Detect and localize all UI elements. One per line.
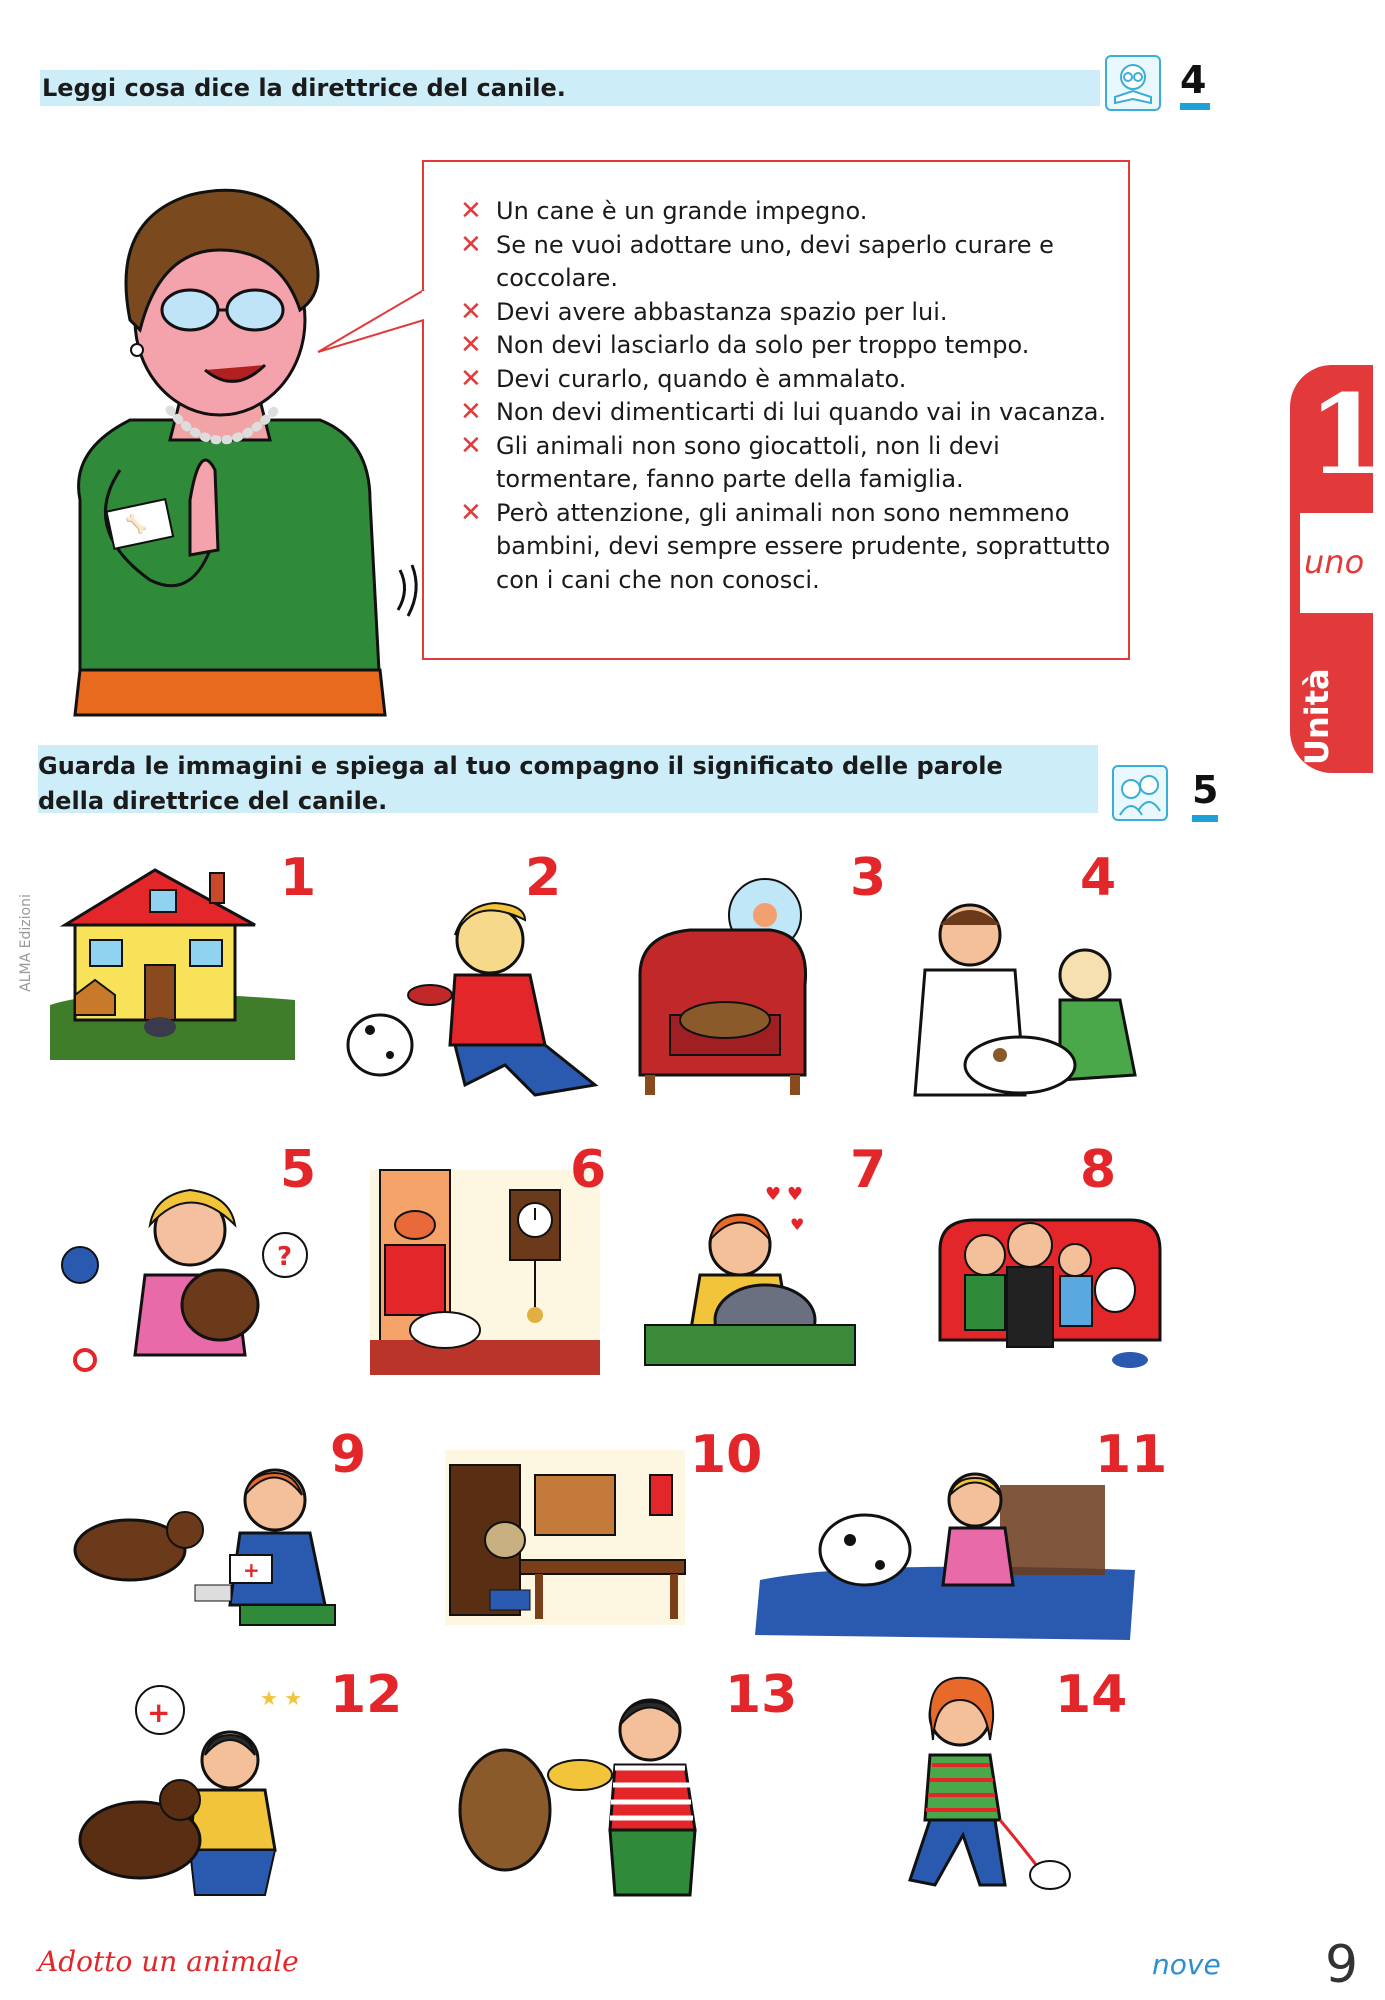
cross-mark-icon: ✕ <box>460 229 482 260</box>
publisher-credit: ALMA Edizioni <box>18 894 34 992</box>
svg-text:?: ? <box>277 1242 293 1272</box>
picture-9-boy-medicine-dog <box>40 1455 345 1625</box>
director-rules-list <box>460 195 1120 597</box>
picture-6-number: 6 <box>570 1140 607 1200</box>
picture-8-family-sofa-dog <box>935 1210 1165 1375</box>
picture-9-number: 9 <box>330 1425 367 1485</box>
picture-14-number: 14 <box>1055 1665 1128 1725</box>
svg-text:+: + <box>147 1696 171 1729</box>
picture-6-dog-alone-clock <box>370 1170 600 1375</box>
picture-3-dog-alone-armchair <box>630 875 815 1110</box>
unit-word: uno <box>1304 543 1365 581</box>
rule-text: Però attenzione, gli animali non sono nemmeno bambini, devi sempre essere prudente, soprattutto con i cani che non conosci. <box>496 498 1111 594</box>
exercise-5-number-underline <box>1192 815 1218 822</box>
pair-talk-icon <box>1112 765 1168 821</box>
exercise-4-number-underline <box>1180 103 1210 110</box>
unit-label: Unità <box>1298 668 1336 765</box>
cross-mark-icon: ✕ <box>460 497 482 528</box>
picture-10-number: 10 <box>690 1425 763 1485</box>
rule-text: Un cane è un grande impegno. <box>496 197 868 225</box>
picture-11-boy-playing-dog-garden <box>755 1470 1135 1640</box>
svg-text:★ ★: ★ ★ <box>260 1686 303 1710</box>
exercise-5-number: 5 <box>1192 768 1219 812</box>
rule-text: Devi curarlo, quando è ammalato. <box>496 364 907 393</box>
unit-number: 1 <box>1308 370 1385 499</box>
footer-unit-title: Adotto un animale <box>38 1945 299 1978</box>
picture-12-dog-biting-boy <box>65 1680 310 1895</box>
cross-mark-icon: ✕ <box>460 196 482 226</box>
exercise-4-number: 4 <box>1180 58 1207 102</box>
footer-page-word: nove <box>1152 1948 1221 1981</box>
unit-tab <box>1290 365 1385 773</box>
rule-text: Se ne vuoi adottare uno, devi saperlo curare e coccolare. <box>496 230 1054 292</box>
exercise-4-title: Leggi cosa dice la direttrice del canile. <box>42 74 566 102</box>
picture-4-number: 4 <box>1080 848 1117 908</box>
rule-text: Devi avere abbastanza spazio per lui. <box>496 297 948 326</box>
rule-item <box>460 229 1120 296</box>
picture-14-girl-walking-dog <box>875 1670 1075 1900</box>
picture-7-boy-hugging-dog-hearts <box>630 1170 870 1370</box>
speech-bubble-tail <box>318 250 428 360</box>
exercise-5-title-line1: Guarda le immagini e spiega al tuo compagno il significato delle parole <box>38 752 1003 780</box>
svg-text:♥: ♥ <box>790 1215 805 1234</box>
svg-text:♥ ♥: ♥ ♥ <box>765 1184 803 1205</box>
rule-item <box>460 396 1120 430</box>
reading-child-icon <box>1105 55 1161 111</box>
picture-13-number: 13 <box>725 1665 798 1725</box>
picture-1-house-garden-dog <box>50 865 295 1060</box>
picture-5-number: 5 <box>280 1140 317 1200</box>
svg-text:🦴: 🦴 <box>125 514 148 535</box>
cross-mark-icon: ✕ <box>460 430 482 461</box>
cross-mark-icon: ✕ <box>460 330 482 360</box>
unit-word-box <box>1300 513 1373 613</box>
picture-10-dog-locked-cupboard <box>445 1450 685 1625</box>
picture-1-number: 1 <box>280 848 317 908</box>
picture-2-number: 2 <box>525 848 562 908</box>
picture-12-number: 12 <box>330 1665 403 1725</box>
picture-13-boy-bowl-dog <box>445 1690 735 1895</box>
rule-item <box>460 195 1120 229</box>
picture-2-boy-feeding-dog <box>335 895 600 1105</box>
cross-mark-icon: ✕ <box>460 397 482 427</box>
svg-text:+: + <box>243 1558 260 1582</box>
rule-text: Non devi dimenticarti di lui quando vai in vacanza. <box>496 398 1107 426</box>
exercise-5-title-line2: della direttrice del canile. <box>38 787 388 815</box>
rule-item <box>460 329 1120 363</box>
picture-3-number: 3 <box>850 848 887 908</box>
rule-item <box>460 497 1120 598</box>
rule-item <box>460 296 1120 330</box>
footer-page-number: 9 <box>1325 1935 1359 1995</box>
rule-item <box>460 363 1120 397</box>
rule-text: Non devi lasciarlo da solo per troppo tempo. <box>496 331 1030 359</box>
cross-mark-icon: ✕ <box>460 296 482 327</box>
picture-8-number: 8 <box>1080 1140 1117 1200</box>
cross-mark-icon: ✕ <box>460 363 482 394</box>
rule-text: Gli animali non sono giocattoli, non li devi tormentare, fanno parte della famiglia. <box>496 431 1000 493</box>
picture-11-number: 11 <box>1095 1425 1168 1485</box>
picture-7-number: 7 <box>850 1140 887 1200</box>
picture-5-girl-hugging-dog-toys <box>55 1175 340 1380</box>
rule-item <box>460 430 1120 497</box>
picture-4-vet-checking-dog <box>895 895 1150 1105</box>
